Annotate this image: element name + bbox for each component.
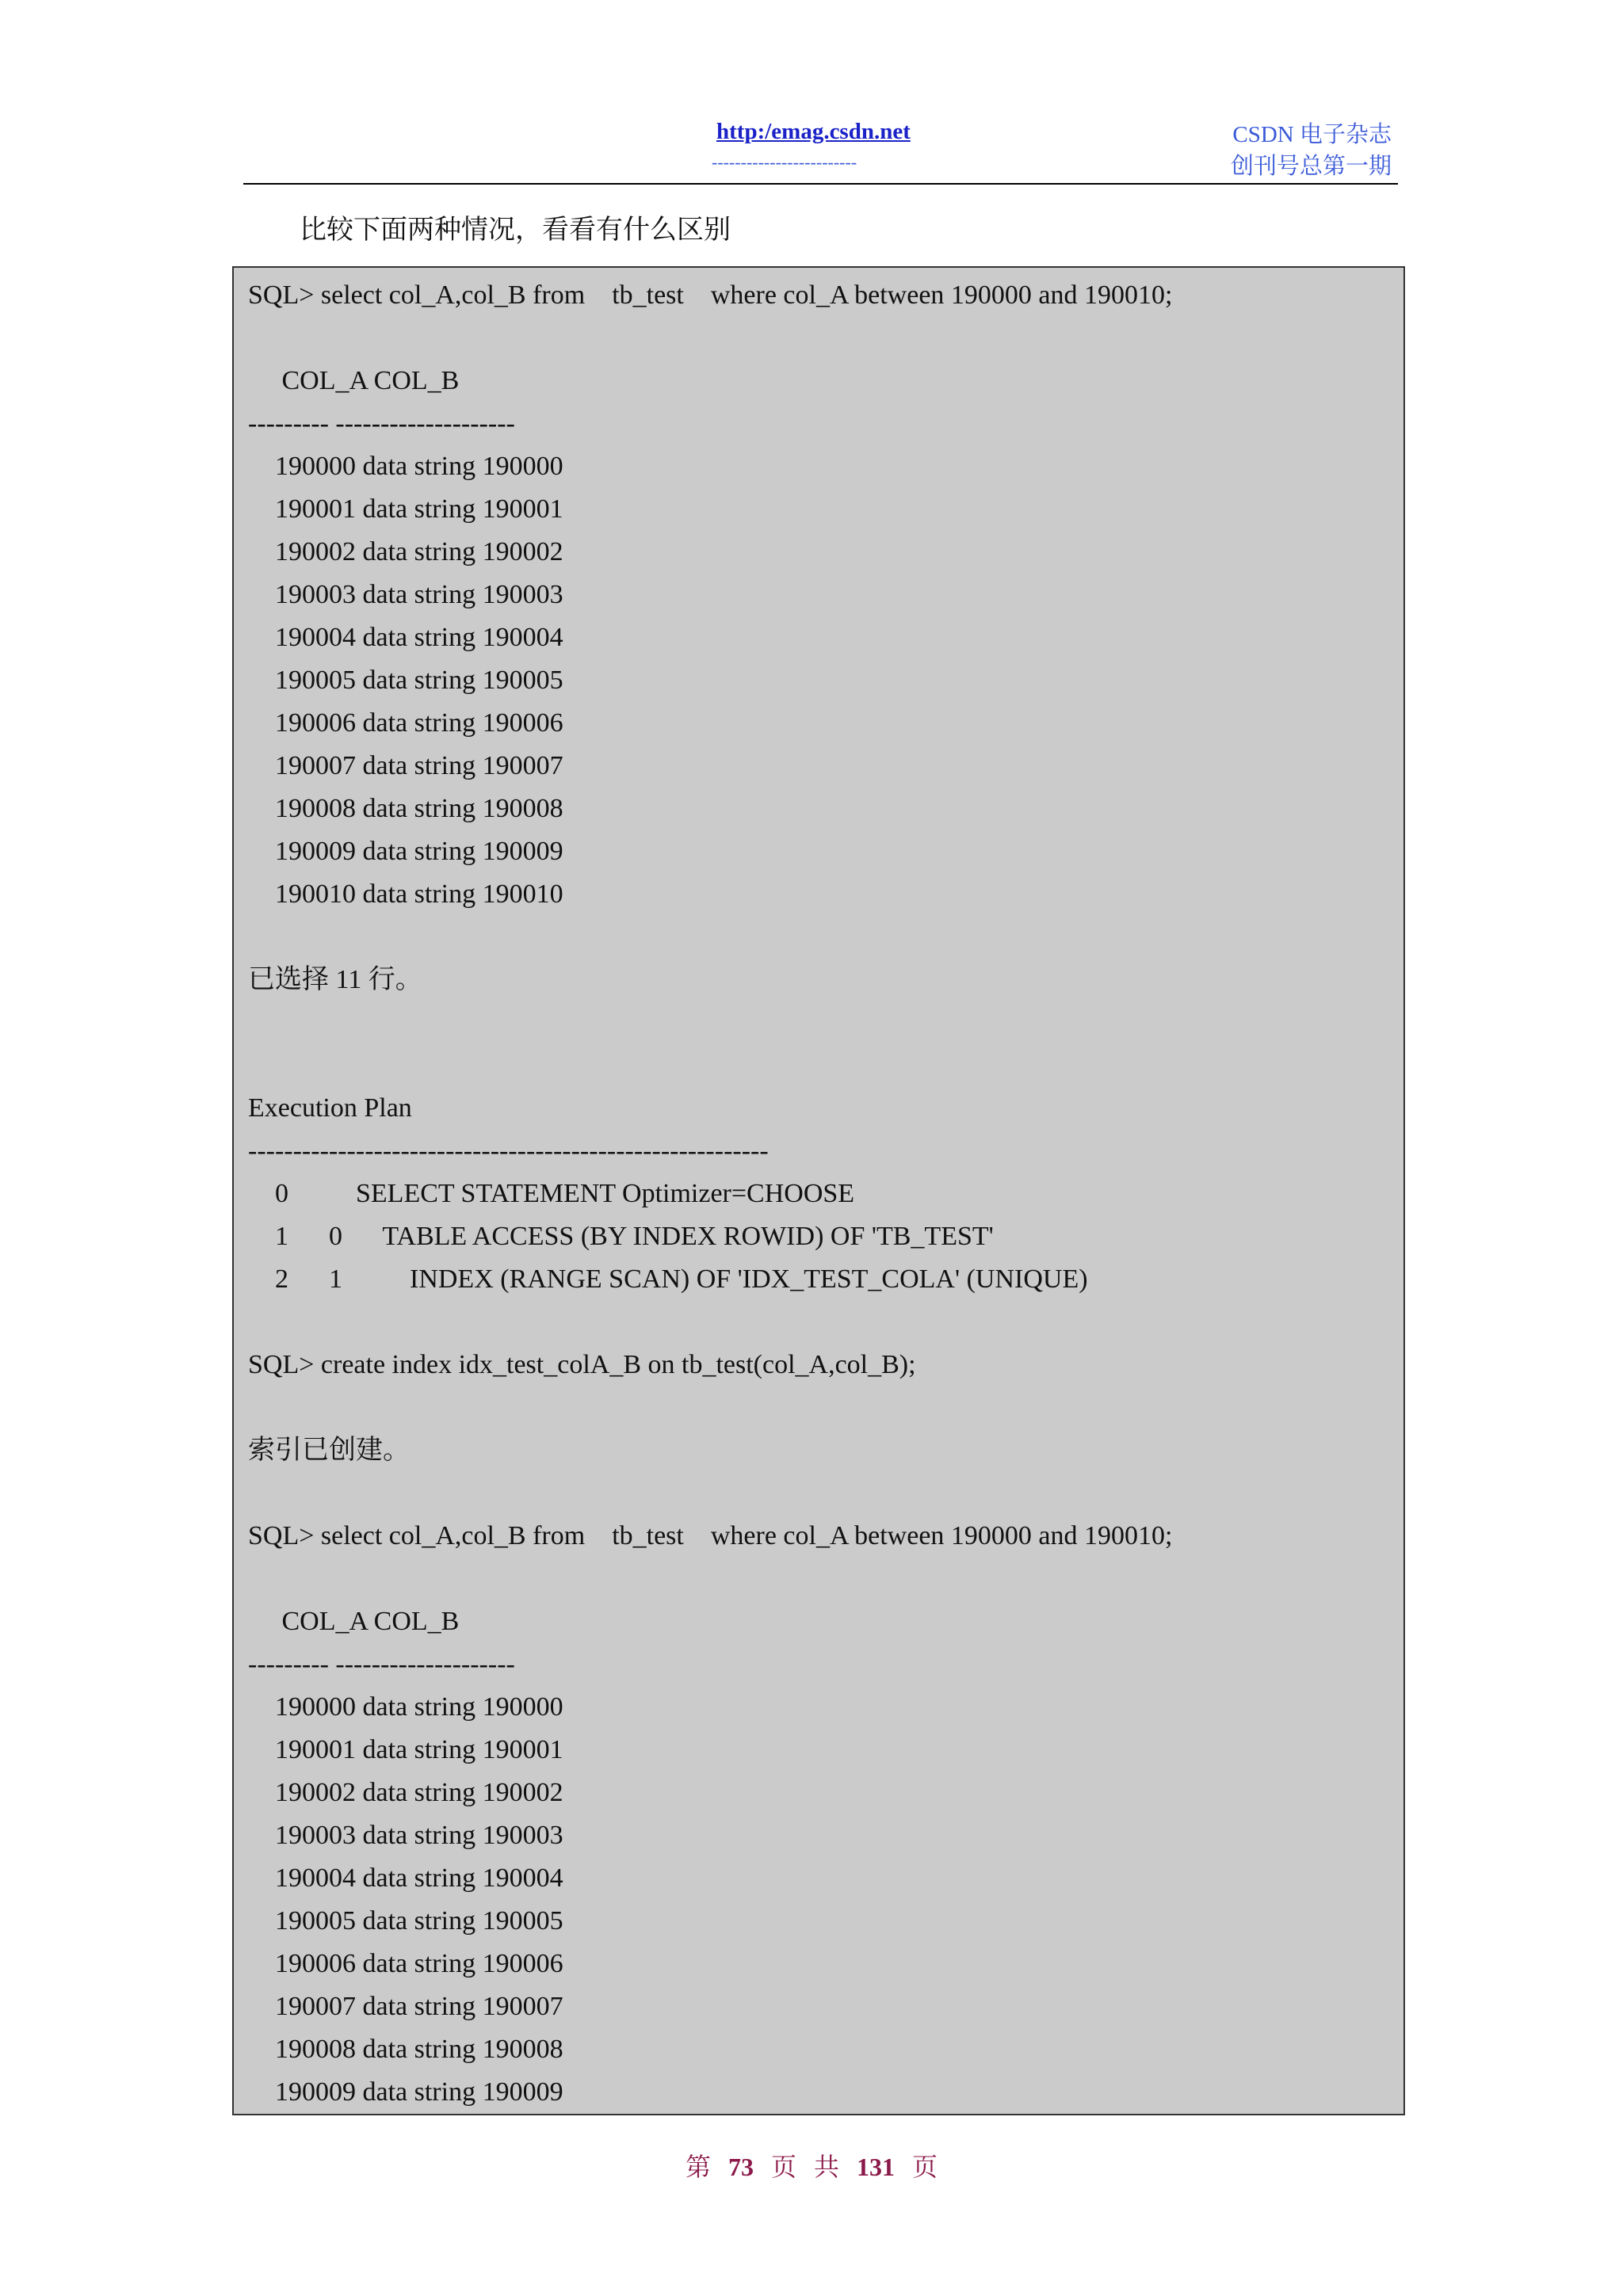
- code-line: 190004 data string 190004: [248, 623, 563, 652]
- code-line: 190002 data string 190002: [248, 1778, 563, 1807]
- code-line: 190005 data string 190005: [248, 666, 563, 695]
- footer-middle2: 共: [814, 2153, 840, 2181]
- code-line: 190001 data string 190001: [248, 1735, 563, 1764]
- code-line: 2 1 INDEX (RANGE SCAN) OF 'IDX_TEST_COLA' (UNIQUE): [248, 1264, 1088, 1294]
- code-line: COL_A COL_B: [248, 1607, 460, 1636]
- code-line: [248, 1558, 1403, 1600]
- page-footer: [0, 2147, 1623, 2183]
- magazine-title-line1: CSDN 电子杂志: [1232, 122, 1392, 147]
- code-line: 已选择 11 行。: [248, 965, 422, 994]
- magazine-title: [1231, 119, 1392, 182]
- intro-text: 比较下面两种情况，看看有什么区别: [300, 215, 731, 245]
- code-line: [248, 1044, 1403, 1087]
- header-rule: [243, 183, 1398, 185]
- code-line: 190002 data string 190002: [248, 537, 563, 566]
- code-line: [248, 916, 1403, 959]
- code-line: 190008 data string 190008: [248, 794, 563, 823]
- code-line: 190007 data string 190007: [248, 1992, 563, 2021]
- code-line: 190008 data string 190008: [248, 2035, 563, 2064]
- code-line: 190005 data string 190005: [248, 1906, 563, 1936]
- code-line: ----------------------------------------------------------: [248, 1136, 769, 1165]
- code-line: Execution Plan: [248, 1093, 412, 1123]
- code-line: 190006 data string 190006: [248, 708, 563, 738]
- footer-total-pages: 131: [857, 2153, 896, 2181]
- code-line: 190007 data string 190007: [248, 751, 563, 780]
- code-line: 190000 data string 190000: [248, 452, 563, 481]
- code-line: 190003 data string 190003: [248, 580, 563, 609]
- header-url-link[interactable]: http:/emag.csdn.net: [716, 119, 911, 144]
- footer-page-number: 73: [727, 2153, 754, 2181]
- code-line: [248, 317, 1403, 360]
- code-line: 190004 data string 190004: [248, 1863, 563, 1893]
- code-line: 190000 data string 190000: [248, 1692, 563, 1722]
- code-line: [248, 1001, 1403, 1044]
- footer-middle1: 页: [770, 2153, 796, 2181]
- magazine-title-line2: 创刊号总第一期: [1230, 154, 1392, 179]
- code-line: 190006 data string 190006: [248, 1949, 563, 1978]
- code-line: --------- --------------------: [248, 1650, 515, 1679]
- code-line: 190010 data string 190010: [248, 879, 563, 909]
- code-line: --------- --------------------: [248, 409, 515, 438]
- code-line: 0 SELECT STATEMENT Optimizer=CHOOSE: [248, 1179, 855, 1208]
- code-line: 190003 data string 190003: [248, 1821, 563, 1850]
- header-dashes: -------------------------: [712, 152, 857, 172]
- code-line: [248, 1472, 1403, 1515]
- code-line: 索引已创建。: [248, 1436, 410, 1465]
- code-line: 190001 data string 190001: [248, 494, 563, 524]
- code-line: SQL> select col_A,col_B from tb_test where col_A between 190000 and 190010;: [248, 280, 1173, 310]
- code-line: 190009 data string 190009: [248, 837, 563, 866]
- code-line: SQL> create index idx_test_colA_B on tb_test(col_A,col_B);: [248, 1350, 916, 1379]
- footer-suffix: 页: [912, 2153, 938, 2181]
- code-line: SQL> select col_A,col_B from tb_test where col_A between 190000 and 190010;: [248, 1521, 1173, 1550]
- code-line: [248, 1301, 1403, 1344]
- code-line: 1 0 TABLE ACCESS (BY INDEX ROWID) OF 'TB_TEST': [248, 1222, 994, 1251]
- code-line: 190009 data string 190009: [248, 2077, 563, 2107]
- code-block: [232, 266, 1405, 2115]
- code-line: COL_A COL_B: [248, 366, 460, 395]
- code-line: [248, 1386, 1403, 1429]
- footer-prefix: 第: [685, 2153, 711, 2181]
